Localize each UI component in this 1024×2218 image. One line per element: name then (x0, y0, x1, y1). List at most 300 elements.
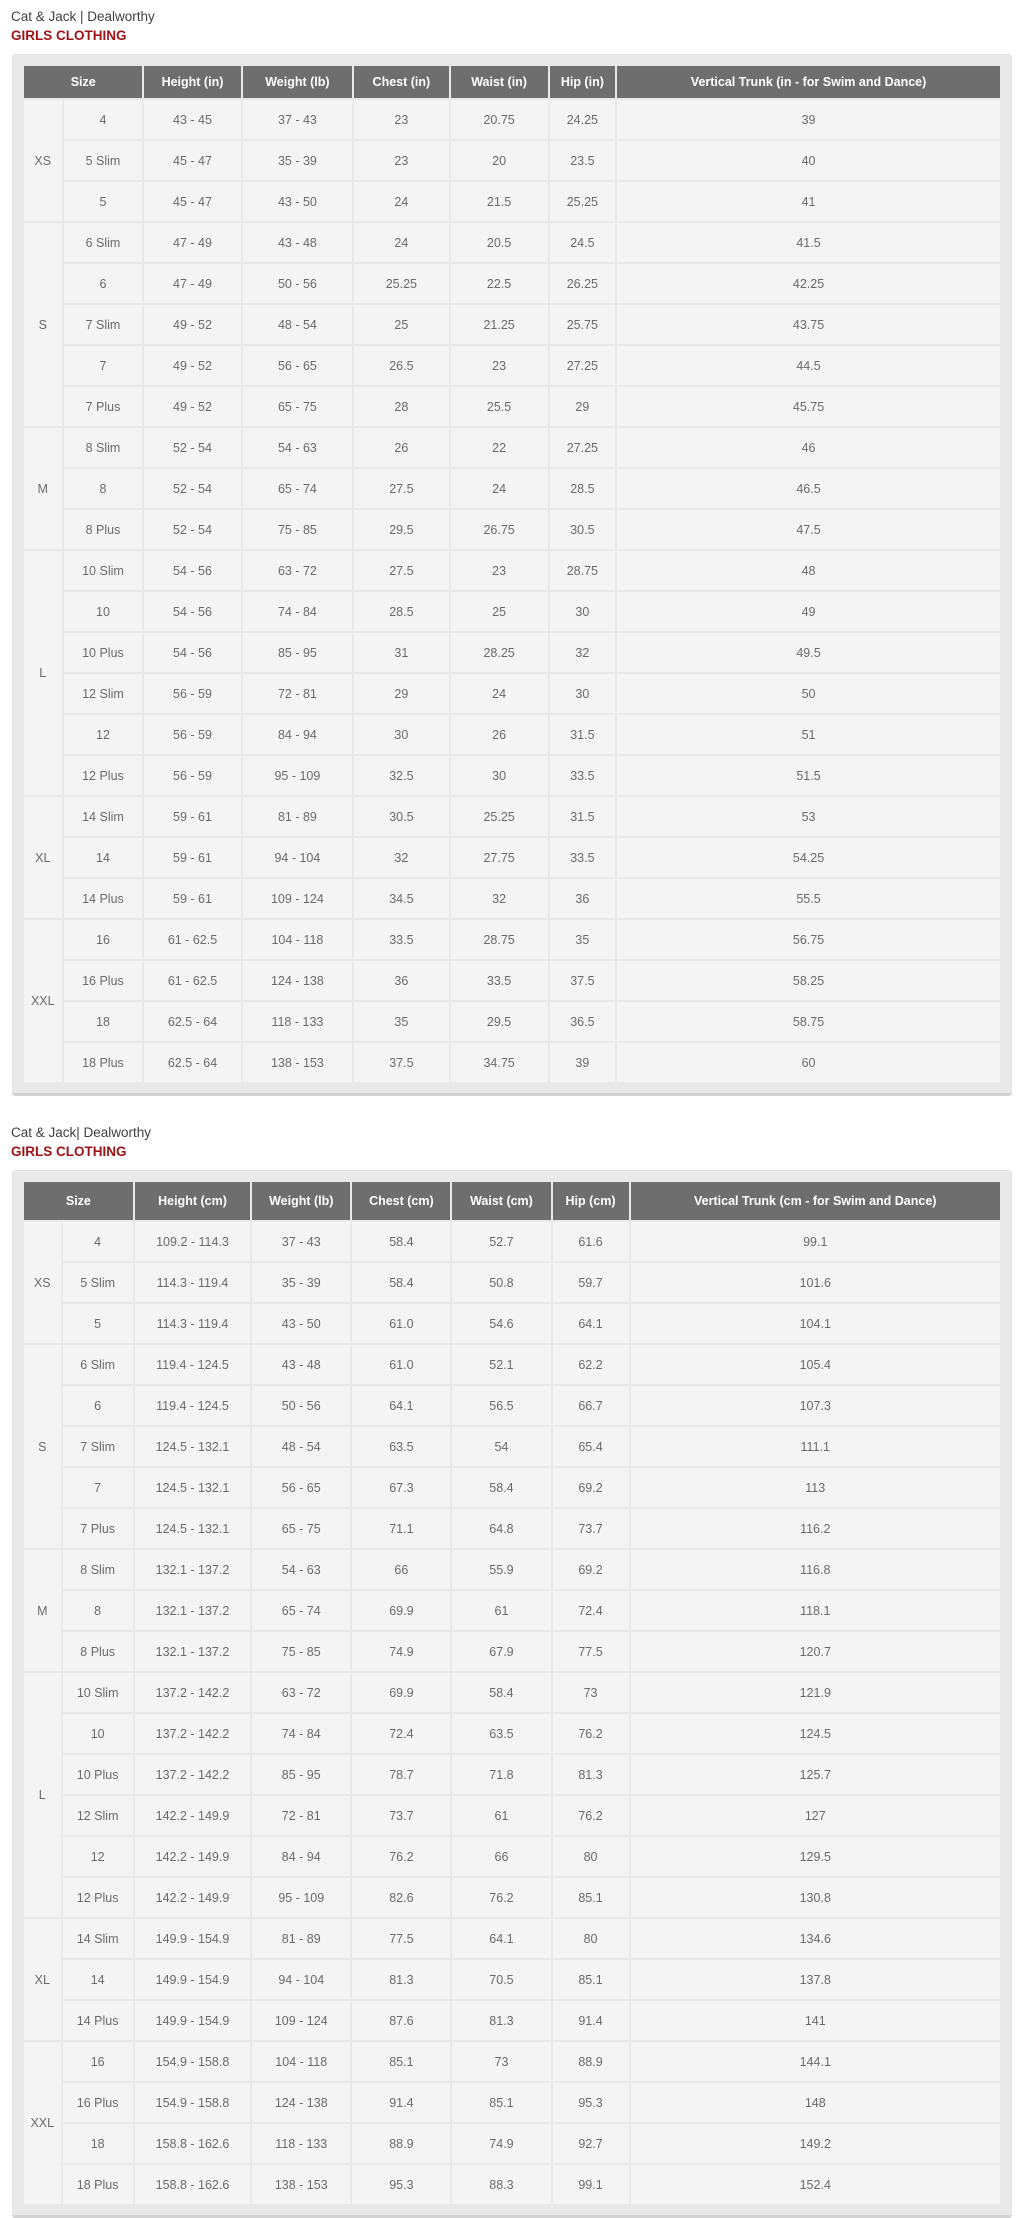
chest-cell: 69.9 (352, 1673, 450, 1712)
table-row (24, 2042, 1000, 2081)
vertical-trunk-cell: 53 (617, 797, 1000, 836)
height-cell: 62.5 - 64 (144, 1002, 240, 1041)
waist-cell: 63.5 (452, 1714, 550, 1753)
chest-cell: 29.5 (354, 510, 448, 549)
hip-cell: 27.25 (550, 428, 615, 467)
column-header: Chest (cm) (352, 1182, 450, 1220)
vertical-trunk-cell: 49 (617, 592, 1000, 631)
waist-cell: 30 (451, 756, 548, 795)
size-cell: 7 Slim (64, 305, 143, 344)
vertical-trunk-cell: 104.1 (631, 1304, 1000, 1343)
chest-cell: 73.7 (352, 1796, 450, 1835)
weight-cell: 37 - 43 (252, 1222, 350, 1261)
height-cell: 119.4 - 124.5 (135, 1345, 250, 1384)
height-cell: 56 - 59 (144, 674, 240, 713)
size-cell: 5 (64, 182, 143, 221)
weight-cell: 81 - 89 (243, 797, 353, 836)
hip-cell: 33.5 (550, 756, 615, 795)
waist-cell: 24 (451, 469, 548, 508)
waist-cell: 71.8 (452, 1755, 550, 1794)
hip-cell: 99.1 (553, 2165, 629, 2204)
hip-cell: 85.1 (553, 1960, 629, 1999)
weight-cell: 43 - 48 (243, 223, 353, 262)
weight-cell: 35 - 39 (252, 1263, 350, 1302)
chest-cell: 30.5 (354, 797, 448, 836)
height-cell: 119.4 - 124.5 (135, 1386, 250, 1425)
vertical-trunk-cell: 121.9 (631, 1673, 1000, 1712)
waist-cell: 34.75 (451, 1043, 548, 1082)
vertical-trunk-cell: 149.2 (631, 2124, 1000, 2163)
vertical-trunk-cell: 137.8 (631, 1960, 1000, 1999)
hip-cell: 37.5 (550, 961, 615, 1000)
chest-cell: 71.1 (352, 1509, 450, 1548)
column-header: Waist (cm) (452, 1182, 550, 1220)
size-cell: 16 (63, 2042, 133, 2081)
weight-cell: 48 - 54 (243, 305, 353, 344)
chest-cell: 58.4 (352, 1263, 450, 1302)
hip-cell: 30 (550, 674, 615, 713)
hip-cell: 30.5 (550, 510, 615, 549)
height-cell: 132.1 - 137.2 (135, 1591, 250, 1630)
table-row (24, 387, 1000, 426)
table-row (24, 1509, 1000, 1548)
hip-cell: 81.3 (553, 1755, 629, 1794)
waist-cell: 27.75 (451, 838, 548, 877)
weight-cell: 124 - 138 (243, 961, 353, 1000)
table-row (24, 961, 1000, 1000)
weight-cell: 65 - 75 (243, 387, 353, 426)
table-row (24, 2001, 1000, 2040)
size-cell: 7 (63, 1468, 133, 1507)
hip-cell: 29 (550, 387, 615, 426)
weight-cell: 74 - 84 (252, 1714, 350, 1753)
table-row (24, 2083, 1000, 2122)
column-header: Vertical Trunk (in - for Swim and Dance) (617, 66, 1000, 98)
table-row (24, 1632, 1000, 1671)
vertical-trunk-cell: 54.25 (617, 838, 1000, 877)
size-cell: 12 Plus (63, 1878, 133, 1917)
table-row (24, 1714, 1000, 1753)
height-cell: 149.9 - 154.9 (135, 1960, 250, 1999)
waist-cell: 23 (451, 346, 548, 385)
waist-cell: 22 (451, 428, 548, 467)
weight-cell: 50 - 56 (243, 264, 353, 303)
weight-cell: 118 - 133 (252, 2124, 350, 2163)
table-row (24, 100, 1000, 139)
waist-cell: 21.5 (451, 182, 548, 221)
size-cell: 8 Slim (64, 428, 143, 467)
size-cell: 7 Plus (64, 387, 143, 426)
waist-cell: 66 (452, 1837, 550, 1876)
weight-cell: 54 - 63 (252, 1550, 350, 1589)
waist-cell: 58.4 (452, 1673, 550, 1712)
table-row (24, 510, 1000, 549)
size-cell: 5 (63, 1304, 133, 1343)
height-cell: 61 - 62.5 (144, 920, 240, 959)
table-row (24, 428, 1000, 467)
height-cell: 142.2 - 149.9 (135, 1878, 250, 1917)
height-cell: 52 - 54 (144, 428, 240, 467)
weight-cell: 63 - 72 (252, 1673, 350, 1712)
waist-cell: 52.7 (452, 1222, 550, 1261)
table-row (24, 469, 1000, 508)
waist-cell: 20.5 (451, 223, 548, 262)
waist-cell: 25.5 (451, 387, 548, 426)
weight-cell: 85 - 95 (252, 1755, 350, 1794)
hip-cell: 76.2 (553, 1714, 629, 1753)
table-row (24, 633, 1000, 672)
column-header: Hip (cm) (553, 1182, 629, 1220)
height-cell: 114.3 - 119.4 (135, 1263, 250, 1302)
height-cell: 124.5 - 132.1 (135, 1468, 250, 1507)
chest-cell: 33.5 (354, 920, 448, 959)
hip-cell: 72.4 (553, 1591, 629, 1630)
column-header: Hip (in) (550, 66, 615, 98)
height-cell: 124.5 - 132.1 (135, 1427, 250, 1466)
waist-cell: 70.5 (452, 1960, 550, 1999)
size-cell: 16 (64, 920, 143, 959)
vertical-trunk-cell: 141 (631, 2001, 1000, 2040)
chest-cell: 36 (354, 961, 448, 1000)
hip-cell: 24.5 (550, 223, 615, 262)
size-cell: 10 (63, 1714, 133, 1753)
category-line: GIRLS CLOTHING (11, 1143, 127, 1159)
size-cell: 14 Slim (63, 1919, 133, 1958)
vertical-trunk-cell: 43.75 (617, 305, 1000, 344)
chest-cell: 76.2 (352, 1837, 450, 1876)
height-cell: 154.9 - 158.8 (135, 2042, 250, 2081)
hip-cell: 80 (553, 1837, 629, 1876)
waist-cell: 61 (452, 1591, 550, 1630)
column-header: Waist (in) (451, 66, 548, 98)
chest-cell: 95.3 (352, 2165, 450, 2204)
weight-cell: 56 - 65 (252, 1468, 350, 1507)
weight-cell: 85 - 95 (243, 633, 353, 672)
waist-cell: 32 (451, 879, 548, 918)
table-row (24, 264, 1000, 303)
vertical-trunk-cell: 101.6 (631, 1263, 1000, 1302)
height-cell: 54 - 56 (144, 551, 240, 590)
table-row (24, 305, 1000, 344)
chest-cell: 61.0 (352, 1304, 450, 1343)
hip-cell: 62.2 (553, 1345, 629, 1384)
column-header: Chest (in) (354, 66, 448, 98)
size-cell: 5 Slim (64, 141, 143, 180)
weight-cell: 81 - 89 (252, 1919, 350, 1958)
weight-cell: 124 - 138 (252, 2083, 350, 2122)
chest-cell: 66 (352, 1550, 450, 1589)
waist-cell: 54.6 (452, 1304, 550, 1343)
height-cell: 154.9 - 158.8 (135, 2083, 250, 2122)
weight-cell: 75 - 85 (243, 510, 353, 549)
vertical-trunk-cell: 41 (617, 182, 1000, 221)
table-row (24, 1673, 1000, 1712)
waist-cell: 88.3 (452, 2165, 550, 2204)
vertical-trunk-cell: 129.5 (631, 1837, 1000, 1876)
chest-cell: 37.5 (354, 1043, 448, 1082)
hip-cell: 92.7 (553, 2124, 629, 2163)
table-row (24, 1591, 1000, 1630)
weight-cell: 138 - 153 (252, 2165, 350, 2204)
brand-line: Cat & Jack| Dealworthy (11, 1125, 152, 1141)
chest-cell: 23 (354, 141, 448, 180)
chest-cell: 78.7 (352, 1755, 450, 1794)
table-row (24, 838, 1000, 877)
height-cell: 56 - 59 (144, 756, 240, 795)
hip-cell: 28.75 (550, 551, 615, 590)
hip-cell: 80 (553, 1919, 629, 1958)
weight-cell: 65 - 75 (252, 1509, 350, 1548)
waist-cell: 74.9 (452, 2124, 550, 2163)
chest-cell: 28 (354, 387, 448, 426)
table-row (24, 592, 1000, 631)
height-cell: 59 - 61 (144, 838, 240, 877)
size-cell: 18 Plus (63, 2165, 133, 2204)
size-group-cell: XL (24, 1919, 61, 2040)
weight-cell: 48 - 54 (252, 1427, 350, 1466)
weight-cell: 43 - 48 (252, 1345, 350, 1384)
size-cell: 14 Plus (63, 2001, 133, 2040)
table-row (24, 1222, 1000, 1261)
vertical-trunk-cell: 120.7 (631, 1632, 1000, 1671)
size-group-cell: M (24, 428, 62, 549)
table-panel-inches (12, 54, 1012, 1096)
waist-cell: 54 (452, 1427, 550, 1466)
table-row (24, 1878, 1000, 1917)
chest-cell: 29 (354, 674, 448, 713)
height-cell: 149.9 - 154.9 (135, 2001, 250, 2040)
hip-cell: 24.25 (550, 100, 615, 139)
chest-cell: 58.4 (352, 1222, 450, 1261)
vertical-trunk-cell: 58.75 (617, 1002, 1000, 1041)
table-row (24, 223, 1000, 262)
weight-cell: 35 - 39 (243, 141, 353, 180)
hip-cell: 28.5 (550, 469, 615, 508)
chest-cell: 87.6 (352, 2001, 450, 2040)
size-cell: 6 Slim (63, 1345, 133, 1384)
waist-cell: 76.2 (452, 1878, 550, 1917)
vertical-trunk-cell: 116.2 (631, 1509, 1000, 1548)
size-cell: 5 Slim (63, 1263, 133, 1302)
weight-cell: 72 - 81 (252, 1796, 350, 1835)
table-row (24, 1345, 1000, 1384)
height-cell: 149.9 - 154.9 (135, 1919, 250, 1958)
size-group-cell: S (24, 1345, 61, 1548)
column-header: Size (24, 66, 142, 98)
vertical-trunk-cell: 113 (631, 1468, 1000, 1507)
hip-cell: 31.5 (550, 715, 615, 754)
chest-cell: 27.5 (354, 551, 448, 590)
size-table-inches (22, 64, 1002, 1084)
column-header: Height (in) (144, 66, 240, 98)
height-cell: 124.5 - 132.1 (135, 1509, 250, 1548)
size-cell: 6 Slim (64, 223, 143, 262)
waist-cell: 25.25 (451, 797, 548, 836)
size-group-cell: XXL (24, 920, 62, 1082)
weight-cell: 109 - 124 (243, 879, 353, 918)
vertical-trunk-cell: 44.5 (617, 346, 1000, 385)
table-row (24, 1550, 1000, 1589)
waist-cell: 28.25 (451, 633, 548, 672)
waist-cell: 67.9 (452, 1632, 550, 1671)
chest-cell: 61.0 (352, 1345, 450, 1384)
size-cell: 7 Plus (63, 1509, 133, 1548)
height-cell: 47 - 49 (144, 223, 240, 262)
vertical-trunk-cell: 51.5 (617, 756, 1000, 795)
chest-cell: 67.3 (352, 1468, 450, 1507)
waist-cell: 61 (452, 1796, 550, 1835)
hip-cell: 65.4 (553, 1427, 629, 1466)
vertical-trunk-cell: 125.7 (631, 1755, 1000, 1794)
height-cell: 61 - 62.5 (144, 961, 240, 1000)
size-group-cell: XS (24, 1222, 61, 1343)
size-cell: 10 Plus (64, 633, 143, 672)
vertical-trunk-cell: 148 (631, 2083, 1000, 2122)
chest-cell: 23 (354, 100, 448, 139)
size-group-cell: XL (24, 797, 62, 918)
chest-cell: 77.5 (352, 1919, 450, 1958)
waist-cell: 20.75 (451, 100, 548, 139)
size-cell: 10 Slim (63, 1673, 133, 1712)
waist-cell: 23 (451, 551, 548, 590)
vertical-trunk-cell: 42.25 (617, 264, 1000, 303)
weight-cell: 118 - 133 (243, 1002, 353, 1041)
size-group-cell: S (24, 223, 62, 426)
size-cell: 18 Plus (64, 1043, 143, 1082)
vertical-trunk-cell: 60 (617, 1043, 1000, 1082)
weight-cell: 104 - 118 (252, 2042, 350, 2081)
waist-cell: 20 (451, 141, 548, 180)
size-cell: 12 Slim (64, 674, 143, 713)
column-header: Height (cm) (135, 1182, 250, 1220)
height-cell: 52 - 54 (144, 510, 240, 549)
waist-cell: 29.5 (451, 1002, 548, 1041)
height-cell: 49 - 52 (144, 387, 240, 426)
vertical-trunk-cell: 45.75 (617, 387, 1000, 426)
vertical-trunk-cell: 39 (617, 100, 1000, 139)
hip-cell: 25.25 (550, 182, 615, 221)
vertical-trunk-cell: 118.1 (631, 1591, 1000, 1630)
hip-cell: 30 (550, 592, 615, 631)
hip-cell: 23.5 (550, 141, 615, 180)
weight-cell: 72 - 81 (243, 674, 353, 713)
weight-cell: 138 - 153 (243, 1043, 353, 1082)
vertical-trunk-cell: 144.1 (631, 2042, 1000, 2081)
size-group-cell: M (24, 1550, 61, 1671)
chest-cell: 34.5 (354, 879, 448, 918)
size-chart-section-inches (0, 6, 1024, 1096)
hip-cell: 27.25 (550, 346, 615, 385)
column-header: Weight (lb) (252, 1182, 350, 1220)
weight-cell: 54 - 63 (243, 428, 353, 467)
vertical-trunk-cell: 107.3 (631, 1386, 1000, 1425)
brand-line: Cat & Jack | Dealworthy (11, 9, 155, 24)
waist-cell: 52.1 (452, 1345, 550, 1384)
waist-cell: 64.1 (452, 1919, 550, 1958)
height-cell: 49 - 52 (144, 346, 240, 385)
vertical-trunk-cell: 47.5 (617, 510, 1000, 549)
hip-cell: 77.5 (553, 1632, 629, 1671)
vertical-trunk-cell: 127 (631, 1796, 1000, 1835)
chest-cell: 74.9 (352, 1632, 450, 1671)
weight-cell: 63 - 72 (243, 551, 353, 590)
height-cell: 142.2 - 149.9 (135, 1796, 250, 1835)
size-cell: 6 (63, 1386, 133, 1425)
column-header: Vertical Trunk (cm - for Swim and Dance) (631, 1182, 1000, 1220)
hip-cell: 59.7 (553, 1263, 629, 1302)
vertical-trunk-cell: 51 (617, 715, 1000, 754)
height-cell: 109.2 - 114.3 (135, 1222, 250, 1261)
size-cell: 6 (64, 264, 143, 303)
weight-cell: 94 - 104 (252, 1960, 350, 1999)
table-row (24, 141, 1000, 180)
hip-cell: 69.2 (553, 1550, 629, 1589)
table-row (24, 2124, 1000, 2163)
table-row (24, 1468, 1000, 1507)
vertical-trunk-cell: 50 (617, 674, 1000, 713)
table-row (24, 756, 1000, 795)
table-row (24, 797, 1000, 836)
height-cell: 49 - 52 (144, 305, 240, 344)
table-row (24, 879, 1000, 918)
weight-cell: 50 - 56 (252, 1386, 350, 1425)
hip-cell: 61.6 (553, 1222, 629, 1261)
chest-cell: 88.9 (352, 2124, 450, 2163)
chest-cell: 24 (354, 182, 448, 221)
hip-cell: 35 (550, 920, 615, 959)
size-chart-section-cm (0, 1122, 1024, 2218)
chest-cell: 35 (354, 1002, 448, 1041)
size-cell: 10 (64, 592, 143, 631)
height-cell: 56 - 59 (144, 715, 240, 754)
waist-cell: 56.5 (452, 1386, 550, 1425)
hip-cell: 73.7 (553, 1509, 629, 1548)
size-cell: 10 Slim (64, 551, 143, 590)
table-row (24, 1837, 1000, 1876)
vertical-trunk-cell: 134.6 (631, 1919, 1000, 1958)
size-cell: 12 (63, 1837, 133, 1876)
size-cell: 12 (64, 715, 143, 754)
size-cell: 16 Plus (64, 961, 143, 1000)
size-cell: 4 (63, 1222, 133, 1261)
weight-cell: 94 - 104 (243, 838, 353, 877)
waist-cell: 28.75 (451, 920, 548, 959)
height-cell: 62.5 - 64 (144, 1043, 240, 1082)
vertical-trunk-cell: 55.5 (617, 879, 1000, 918)
weight-cell: 65 - 74 (252, 1591, 350, 1630)
table-row (24, 1960, 1000, 1999)
table-row (24, 1386, 1000, 1425)
hip-cell: 85.1 (553, 1878, 629, 1917)
size-cell: 8 Plus (64, 510, 143, 549)
weight-cell: 95 - 109 (252, 1878, 350, 1917)
hip-cell: 36.5 (550, 1002, 615, 1041)
size-table-cm (22, 1180, 1002, 2206)
waist-cell: 58.4 (452, 1468, 550, 1507)
weight-cell: 84 - 94 (252, 1837, 350, 1876)
waist-cell: 25 (451, 592, 548, 631)
vertical-trunk-cell: 46 (617, 428, 1000, 467)
chest-cell: 82.6 (352, 1878, 450, 1917)
height-cell: 45 - 47 (144, 141, 240, 180)
weight-cell: 104 - 118 (243, 920, 353, 959)
weight-cell: 43 - 50 (243, 182, 353, 221)
weight-cell: 109 - 124 (252, 2001, 350, 2040)
chest-cell: 26.5 (354, 346, 448, 385)
vertical-trunk-cell: 124.5 (631, 1714, 1000, 1753)
hip-cell: 26.25 (550, 264, 615, 303)
vertical-trunk-cell: 152.4 (631, 2165, 1000, 2204)
